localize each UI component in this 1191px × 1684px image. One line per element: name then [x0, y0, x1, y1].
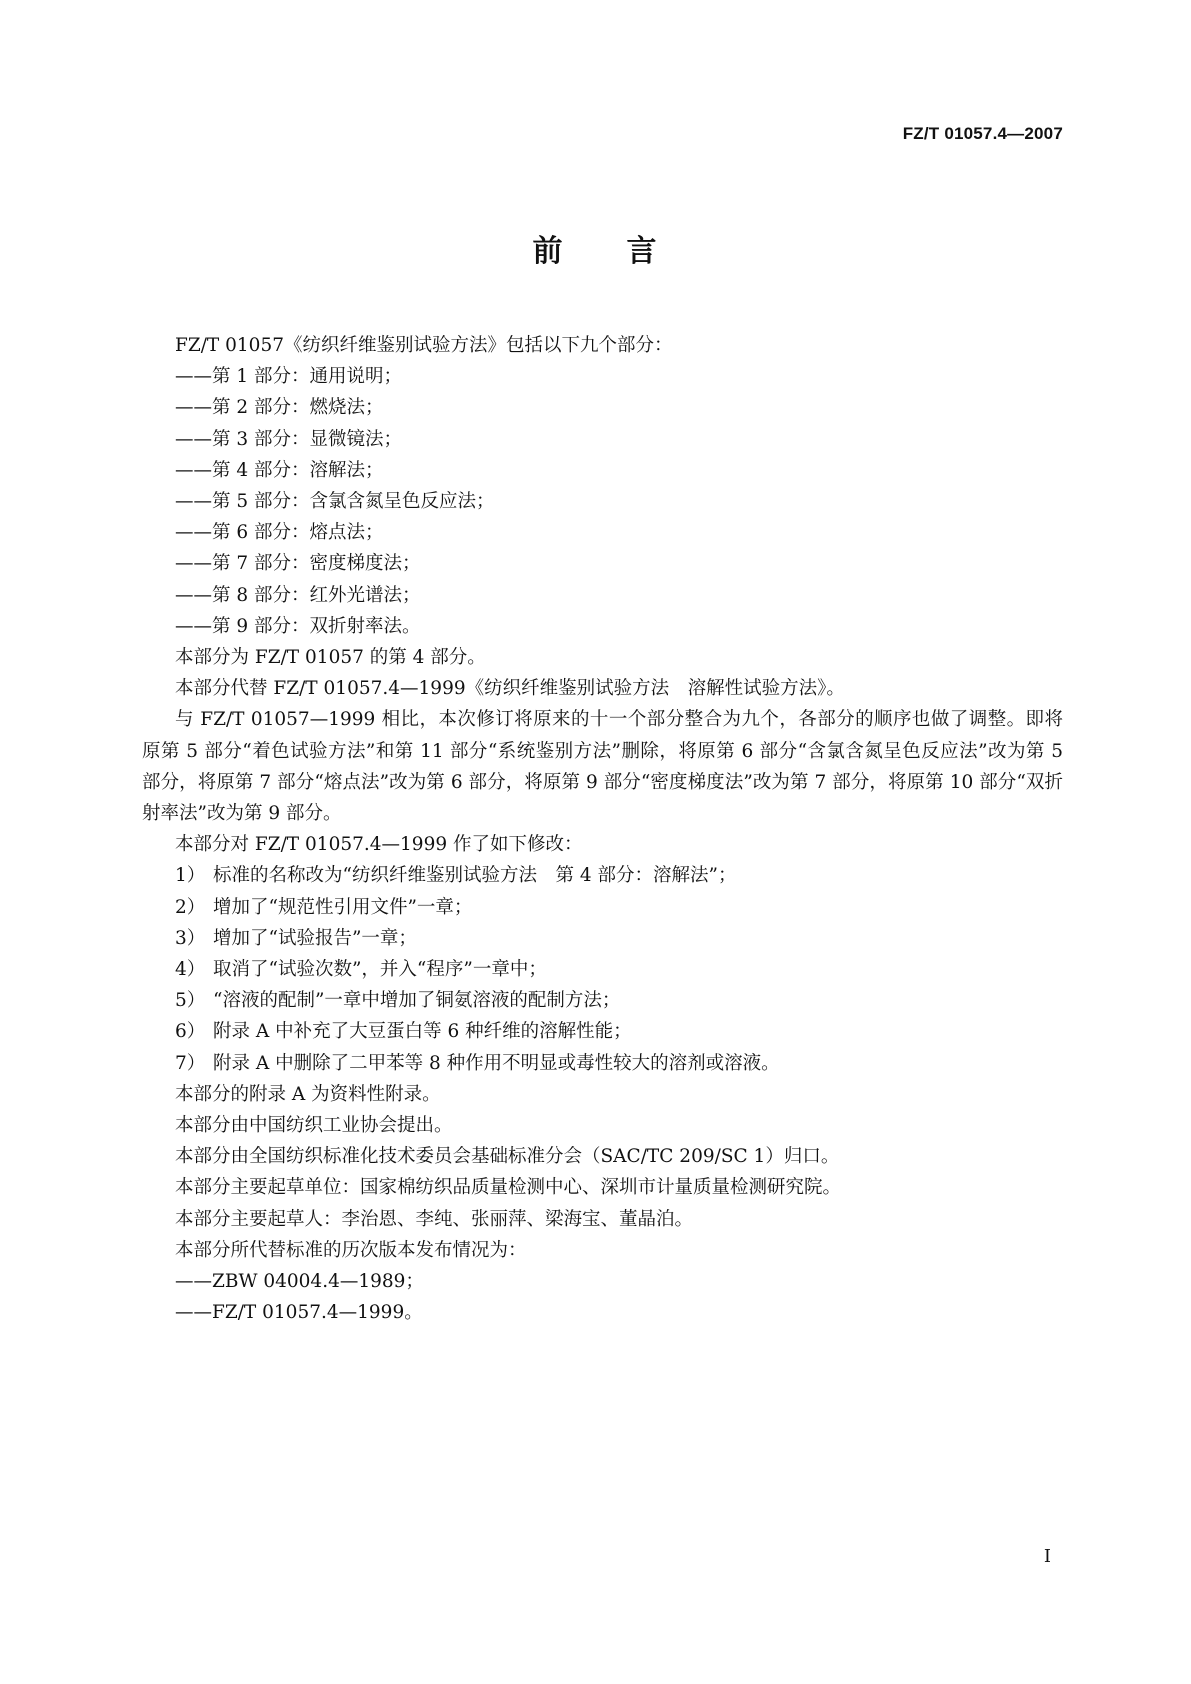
- part-list-item: ——第 3 部分：显微镜法；: [175, 428, 403, 450]
- comparison-paragraph: 与 FZ/T 01057—1999 相比，本次修订将原来的十一个部分整合为九个，各部分的顺序也做了调整。即将原第 5 部分“着色试验方法”和第 11 部分“系统鉴别方法”删除，将原第 6 部分“含氯含氮呈色反应法”改为第 5 部分，将原第 7 部分“熔点法”改为第 6 部分，将原第 9 部分“密度梯度法”改为第 7 部分，将原第 10 部分“双折射率法”改为第 9 部分。: [142, 709, 1063, 825]
- change-number: 4）: [175, 959, 206, 981]
- part-list-item: ——第 6 部分：熔点法；: [175, 522, 384, 544]
- change-list-item: [142, 860, 1063, 891]
- history-list-item: ——ZBW 04004.4—1989；: [175, 1271, 424, 1293]
- change-number: 2）: [175, 896, 206, 918]
- change-number: 1）: [175, 865, 206, 887]
- page-title: [0, 226, 1191, 270]
- replaces-paragraph: 本部分代替 FZ/T 01057.4—1999《纺织纤维鉴别试验方法 溶解性试验方法》。: [175, 678, 845, 700]
- change-list-item: [142, 954, 1063, 985]
- foreword-body: [142, 330, 1063, 1329]
- change-text: 增加了“规范性引用文件”一章；: [213, 896, 473, 918]
- proposed-paragraph: 本部分由中国纺织工业协会提出。: [175, 1115, 453, 1137]
- page-number: I: [1043, 1546, 1051, 1567]
- change-text: 增加了“试验报告”一章；: [213, 927, 417, 949]
- this-part-paragraph: 本部分为 FZ/T 01057 的第 4 部分。: [175, 647, 486, 669]
- change-list-item: [142, 892, 1063, 923]
- part-list-item: ——第 5 部分：含氯含氮呈色反应法；: [175, 491, 495, 513]
- part-list-item: ——第 1 部分：通用说明；: [175, 366, 403, 388]
- change-number: 6）: [175, 1021, 206, 1043]
- part-list-item: ——第 7 部分：密度梯度法；: [175, 553, 421, 575]
- standard-code: FZ/T 01057.4—2007: [902, 124, 1063, 143]
- change-number: 7）: [175, 1052, 206, 1074]
- part-list-item: ——第 4 部分：溶解法；: [175, 459, 384, 481]
- part-list-item: ——第 8 部分：红外光谱法；: [175, 584, 421, 606]
- change-list-item: [142, 985, 1063, 1016]
- history-list-item: ——FZ/T 01057.4—1999。: [175, 1302, 423, 1324]
- change-number: 3）: [175, 927, 206, 949]
- change-text: 附录 A 中补充了大豆蛋白等 6 种纤维的溶解性能；: [213, 1021, 632, 1043]
- change-text: 附录 A 中删除了二甲苯等 8 种作用不明显或毒性较大的溶剂或溶液。: [213, 1052, 780, 1074]
- part-list-item: ——第 9 部分：双折射率法。: [175, 615, 421, 637]
- title-char-1: 前: [532, 234, 565, 269]
- intro-paragraph: FZ/T 01057《纺织纤维鉴别试验方法》包括以下九个部分：: [175, 335, 673, 356]
- change-number: 5）: [175, 990, 206, 1012]
- drafting-units-paragraph: 本部分主要起草单位：国家棉纺织品质量检测中心、深圳市计量质量检测研究院。: [175, 1177, 842, 1199]
- centralized-paragraph: 本部分由全国纺织标准化技术委员会基础标准分会（SAC/TC 209/SC 1）归口。: [175, 1146, 840, 1168]
- change-list-item: [142, 1016, 1063, 1047]
- change-text: 取消了“试验次数”，并入“程序”一章中；: [213, 959, 547, 981]
- change-list-item: [142, 923, 1063, 954]
- changes-intro-paragraph: 本部分对 FZ/T 01057.4—1999 作了如下修改：: [175, 834, 583, 856]
- title-char-2: 言: [626, 234, 659, 269]
- history-intro-paragraph: 本部分所代替标准的历次版本发布情况为：: [175, 1239, 527, 1261]
- change-text: “溶液的配制”一章中增加了铜氨溶液的配制方法；: [213, 990, 621, 1012]
- change-text: 标准的名称改为“纺织纤维鉴别试验方法 第 4 部分：溶解法”；: [213, 865, 737, 887]
- drafters-paragraph: 本部分主要起草人：李治恩、李纯、张丽萍、梁海宝、董晶泊。: [175, 1208, 694, 1230]
- annex-paragraph: 本部分的附录 A 为资料性附录。: [175, 1083, 441, 1105]
- part-list-item: ——第 2 部分：燃烧法；: [175, 397, 384, 419]
- change-list-item: [142, 1048, 1063, 1079]
